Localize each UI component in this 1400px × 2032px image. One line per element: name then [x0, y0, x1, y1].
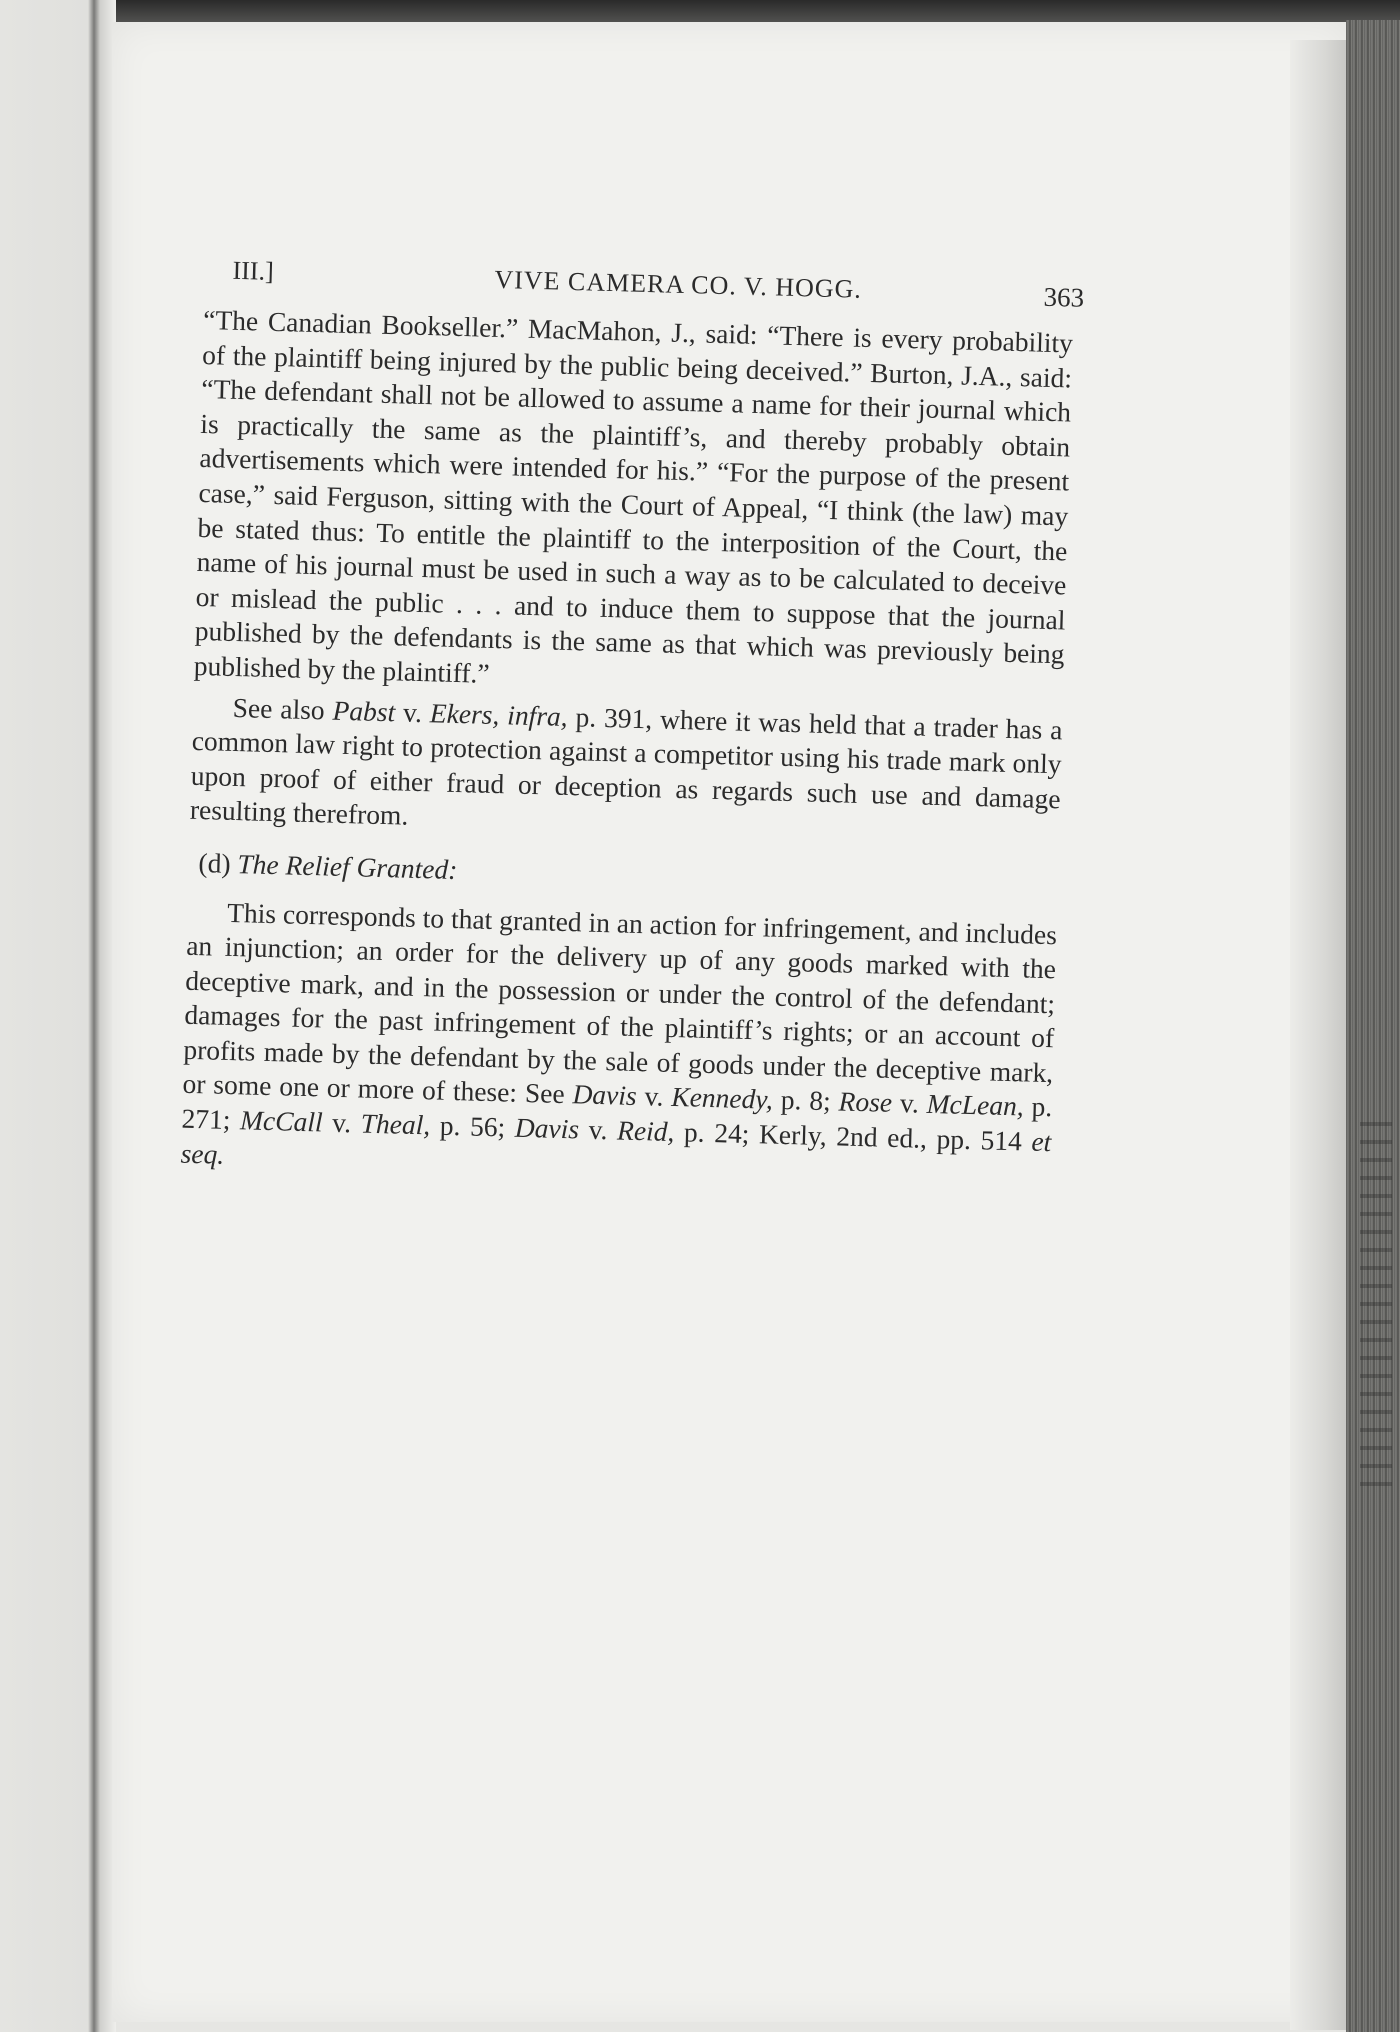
section-heading [188, 846, 1059, 904]
page-right-margin [1290, 40, 1348, 2030]
case-name: Kennedy, [670, 1081, 774, 1116]
case-name: Ekers, infra, [429, 696, 569, 732]
library-stamp [1360, 1120, 1392, 1500]
running-title: VIVE CAMERA CO. V. HOGG. [494, 264, 863, 304]
paragraph-relief [180, 894, 1057, 1194]
paragraph-quotation: “The Canadian Bookseller.” MacMahon, J., said: “There is every probability of the plaintiff being injured by the public being deceived.” Burton, J.A., said: “The defendant shall not be allowed to assume a name for their journal which is practically the same as the plaintiff’s, and thereby probably obtain advertisements which were intended for his.” “For the purpose of the present case,” said Ferguson, sitting with the Court of Appeal, “I think (the law) may be stated thus: To entitle the plaintiff to the interposition of the Court, the name of his journal must be used in such a way as to be calculated to deceive or mislead the public . . . and to induce them to suppose that the journal published by the defendants is the same as that which was previously being published by the plaintiff.” [193, 303, 1074, 689]
text-run: v. [322, 1106, 362, 1139]
case-name: Davis [572, 1078, 638, 1112]
text-run: v. [578, 1113, 618, 1146]
case-name: Rose [838, 1085, 893, 1119]
page-stack-edge [1346, 20, 1400, 2032]
text-run: p. 56; [429, 1109, 516, 1143]
book-left-edge [0, 0, 116, 2032]
case-name: Reid, [616, 1114, 675, 1148]
chapter-marker: III.] [232, 255, 275, 286]
text-run: p. 24; Kerly, 2nd ed., pp. 514 [674, 1116, 1032, 1157]
case-name: Pabst [332, 694, 396, 727]
text-run: p. 8; [772, 1084, 840, 1117]
page-number: 363 [1043, 281, 1085, 313]
case-name: McCall [239, 1104, 324, 1138]
text-run: p. 271; [181, 1090, 1053, 1136]
text-run: v. [636, 1080, 672, 1113]
citation-abbrev: et seq. [180, 1125, 1052, 1170]
case-name: Theal, [360, 1107, 431, 1141]
text-run: See also [232, 691, 334, 726]
text-run: This corresponds to that granted in an action for infringement, and includes an injunction; an order for the delivery up of any goods marked with the deceptive mark, and in the possession or under the control of the defendant; damages for the past infringement of the plaintiff’s rights; or an account of profits made by the defendant by the sale of goods under the deceptive mark, or some one or more of these: See [182, 896, 1058, 1110]
text-run: v. [394, 695, 431, 728]
section-title: The Relief Granted: [237, 848, 458, 885]
paragraph-see-also [190, 689, 1063, 851]
page-content [180, 255, 1085, 1194]
case-name: Davis [514, 1111, 580, 1145]
section-label: (d) [198, 846, 232, 879]
text-run: p. 391, where it was held that a trader has a common law right to protection against a competitor using his trade mark only upon proof of either fraud or deception as regards such use and damage resulting therefrom. [189, 700, 1063, 832]
text-run: v. [891, 1087, 928, 1120]
case-name: McLean, [926, 1088, 1025, 1122]
